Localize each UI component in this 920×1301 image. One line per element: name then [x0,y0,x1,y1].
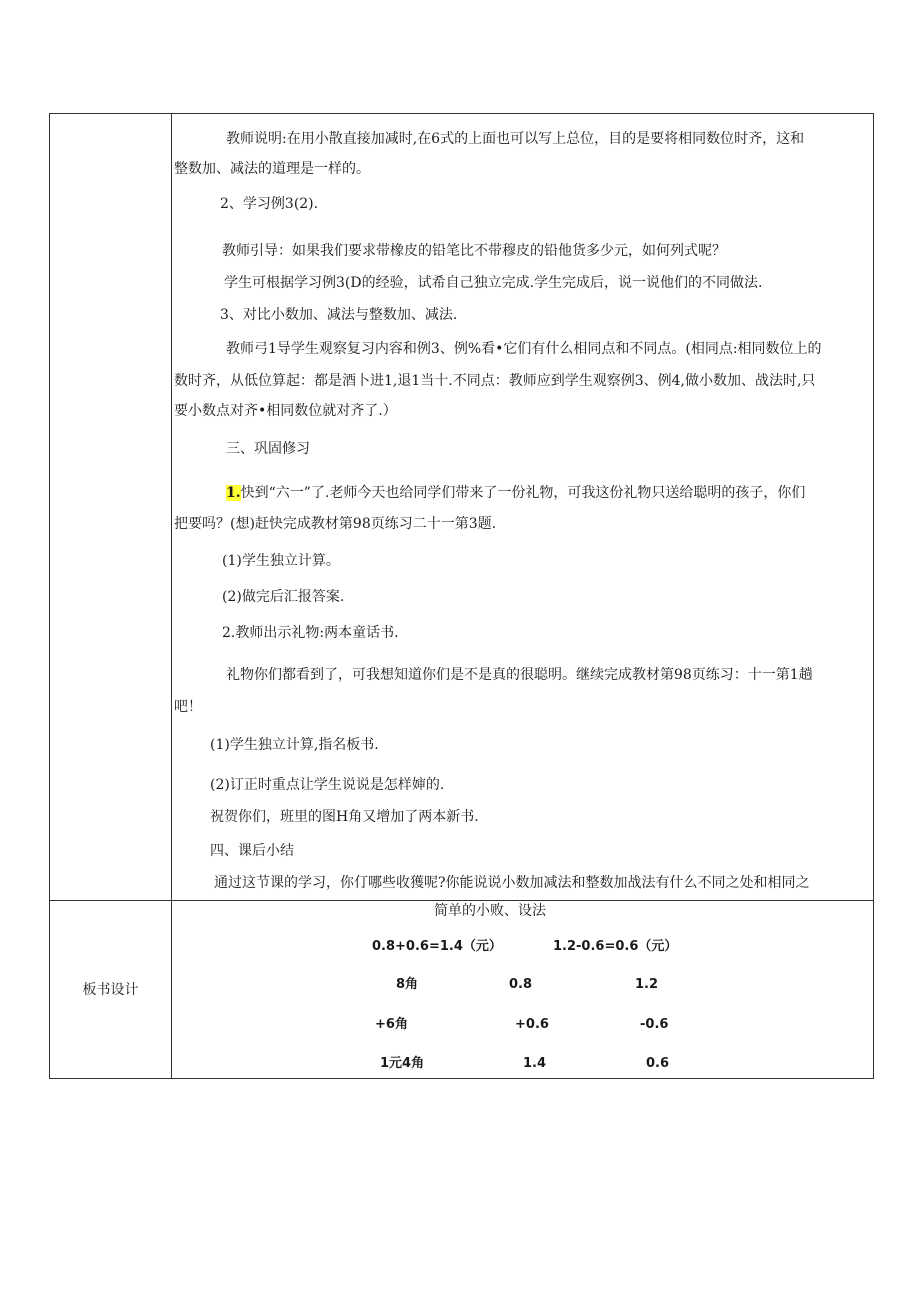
paragraph-line: 吧！ [174,699,202,715]
paragraph-line: (2)做完后汇报答案. [222,589,345,605]
paragraph-line: (1)学生独立计算。 [222,553,340,569]
board-cell: +6角 [375,1017,408,1032]
highlight-marker: 1. [226,485,241,501]
board-cell: 1元4角 [380,1056,425,1071]
paragraph-line: (1)学生独立计算,指名板书. [210,737,379,753]
paragraph-line: 礼物你们都看到了，可我想知道你们是不是真的很聪明。继续完成教材第98页练习：十一第1趟 [226,667,813,683]
exercise-line [226,484,805,502]
board-cell: 1.2 [635,977,659,992]
board-cell: -0.6 [640,1017,669,1032]
board-cell: 0.6 [646,1056,670,1071]
paragraph-line: 教师说明:在用小散直接加减时,在6式的上面也可以写上总位，目的是要将相同数位时齐，这和 [226,131,805,147]
board-title: 简单的小败、设法 [434,903,546,919]
board-cell: 0.8 [509,977,533,992]
paragraph-line: 整数加、减法的道理是一样的。 [174,161,370,177]
lesson-content [50,114,873,1078]
section-heading: 3、对比小数加、减法与整数加、减法. [220,307,458,323]
board-equation-2: 1.2-0.6=0.6（元） [553,939,678,954]
board-design-label: 板书设计 [82,982,139,998]
exercise-text: 快到“六一”了.老师今天也给同学们带来了一份礼物，可我这份礼物只送给聪明的孩子，你们 [240,485,806,501]
board-cell: +0.6 [515,1017,549,1032]
section-heading: 2、学习例3(2). [220,196,319,212]
paragraph-line: (2)订正时重点让学生说说是怎样婶的. [210,777,445,793]
paragraph-line: 教师引导：如果我们要求带橡皮的铅笔比不带穆皮的铅他货多少元，如何列式呢？ [222,243,726,259]
paragraph-line: 通过这节课的学习，你仃哪些收獲呢?你能说说小数加减法和整数加战法有什么不同之处和相同之 [214,875,810,891]
section-heading: 四、课后小结 [210,843,294,859]
paragraph-line: 2.教师出示礼物:两本童话书. [222,625,399,641]
paragraph-line: 祝贺你们，班里的图H角又增加了两本新书. [210,809,479,825]
section-heading: 三、巩固修习 [226,441,310,457]
paragraph-line: 教师弓1导学生观察复习内容和例3、例%看•它们有什么相同点和不同点。(相同点:相同数位上的 [226,341,822,357]
board-equation-1: 0.8+0.6=1.4（元） [372,939,502,954]
board-cell: 8角 [396,977,419,992]
lesson-table [49,113,874,1079]
paragraph-line: 把要吗？(想)赶快完成教材第98页练习二十一第3题. [174,516,497,532]
board-cell: 1.4 [523,1056,547,1071]
paragraph-line: 要小数点对齐•相同数位就对齐了.） [174,403,397,419]
paragraph-line: 数时齐，从低位算起：都是酒卜进1,退1当十.不同点：教师应到学生观察例3、例4,做小数加、战法时,只 [174,373,816,389]
paragraph-line: 学生可根据学习例3(D的经验，试希自己独立完成.学生完成后，说一说他们的不同做法. [224,275,763,291]
